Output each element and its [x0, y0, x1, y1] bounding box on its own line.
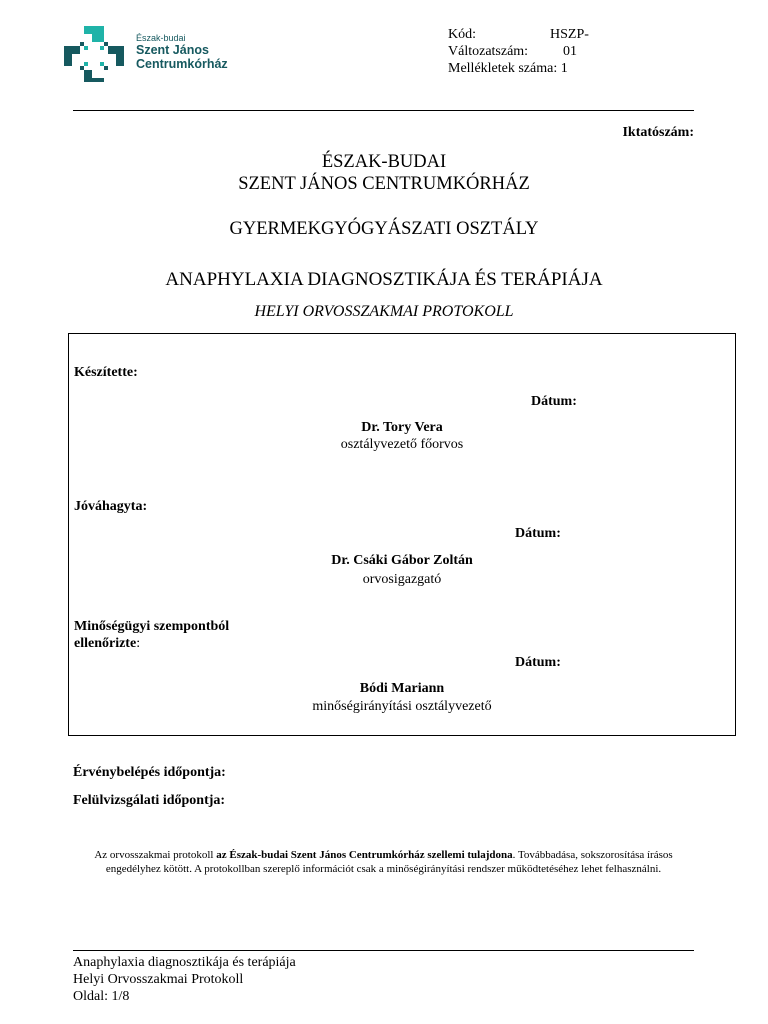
- document-subtitle: HELYI ORVOSSZAKMAI PROTOKOLL: [254, 303, 514, 320]
- quality-check-label: [74, 618, 229, 652]
- prepared-by-label: Készítette:: [74, 365, 138, 380]
- logo-line-2: Szent János: [136, 42, 209, 57]
- document-title: ANAPHYLAXIA DIAGNOSZTIKÁJA ÉS TERÁPIÁJA: [165, 269, 603, 290]
- attachments-label: Mellékletek száma:: [448, 61, 558, 76]
- logo-wordmark: [136, 34, 228, 71]
- version-value: 01: [563, 44, 577, 59]
- quality-check-role: minőségirányítási osztályvezető: [312, 699, 492, 714]
- attachments-value: 1: [560, 61, 568, 76]
- approved-by-name: Dr. Csáki Gábor Zoltán: [331, 553, 473, 568]
- approved-date-label: Dátum:: [515, 526, 561, 541]
- header-divider: [73, 110, 694, 111]
- approved-by-role: orvosigazgató: [362, 572, 442, 587]
- logo-line-1: Észak-budai: [136, 33, 186, 43]
- attachments-row: [448, 60, 568, 77]
- hospital-name: [0, 151, 768, 195]
- quality-check-label-line-1: Minőségügyi szempontból: [74, 619, 230, 634]
- code-row: [448, 26, 589, 43]
- review-date-label: Felülvizsgálati időpontja:: [73, 793, 226, 808]
- quality-check-label-line-2: [74, 635, 229, 652]
- quality-check-name: Bódi Mariann: [359, 681, 445, 696]
- logo-line-3: Centrumkórház: [136, 56, 228, 71]
- ownership-notice: [73, 848, 694, 876]
- effective-date-label: Érvénybelépés időpontja:: [73, 765, 226, 780]
- registry-number-label: Iktatószám:: [622, 125, 694, 140]
- quality-check-label-colon: :: [136, 636, 141, 651]
- footer-divider: [73, 950, 694, 951]
- notice-part-2: az Észak-budai Szent János Centrumkórház szellemi tulajdona: [216, 849, 513, 861]
- hospital-name-line-1: ÉSZAK-BUDAI: [321, 152, 447, 172]
- notice-part-3: . Továbbadása, sokszorosítása írásos engedélyhez kötött. A protokollban szereplő információt csak a minőségirányítási rendszer működtetéséhez lehet felhasználni.: [105, 849, 673, 875]
- approved-by-label: Jóváhagyta:: [74, 499, 148, 514]
- prepared-date-label: Dátum:: [531, 394, 577, 409]
- footer-page-number: Oldal: 1/8: [73, 989, 130, 1004]
- version-label: Változatszám:: [448, 44, 529, 59]
- footer-line-2: Helyi Orvosszakmai Protokoll: [73, 972, 244, 987]
- quality-check-label-word: ellenőrizte: [74, 636, 137, 651]
- code-label: Kód:: [448, 27, 476, 42]
- version-row: [448, 43, 577, 60]
- notice-part-1: Az orvosszakmai protokoll: [94, 849, 217, 861]
- hospital-name-line-2: SZENT JÁNOS CENTRUMKÓRHÁZ: [238, 174, 530, 194]
- cross-logo-icon: [62, 24, 126, 86]
- page-footer: [73, 954, 296, 1005]
- document-meta: [448, 26, 589, 77]
- quality-date-label: Dátum:: [515, 655, 561, 670]
- approval-box: [68, 333, 736, 736]
- code-value: HSZP-: [550, 27, 589, 42]
- prepared-by-role: osztályvezető főorvos: [340, 437, 464, 452]
- department-title: GYERMEKGYÓGYÁSZATI OSZTÁLY: [229, 219, 539, 239]
- footer-line-1: Anaphylaxia diagnosztikája és terápiája: [73, 955, 296, 970]
- prepared-by-name: Dr. Tory Vera: [361, 420, 443, 435]
